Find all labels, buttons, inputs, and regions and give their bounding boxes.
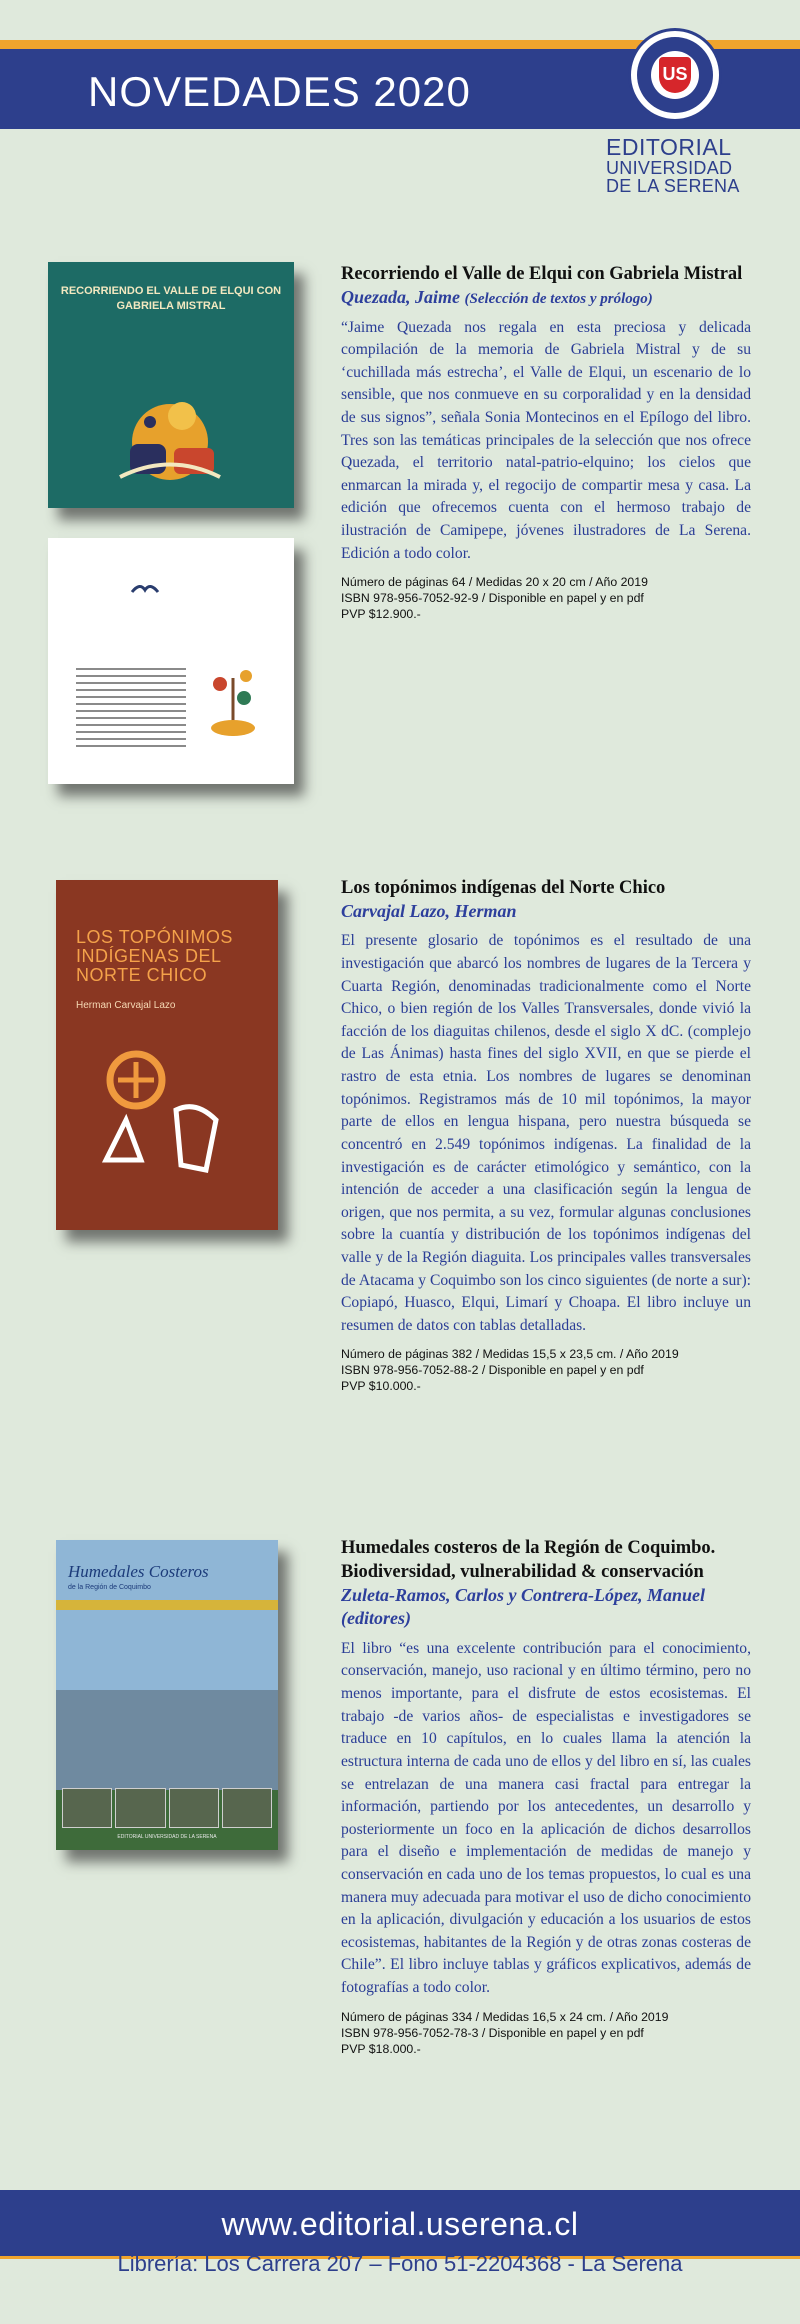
cover-subtitle: de la Región de Coquimbo xyxy=(68,1584,151,1591)
cover-title: RECORRIENDO EL VALLE DE ELQUI CON GABRIELA MISTRAL xyxy=(60,285,282,312)
website-link[interactable]: www.editorial.userena.cl xyxy=(221,2206,579,2242)
author-note: (Selección de textos y prólogo) xyxy=(464,291,653,308)
book-entry xyxy=(341,1536,751,2058)
book-meta xyxy=(341,575,751,623)
book-entry xyxy=(341,262,751,623)
book-pages-size-year: Número de páginas 64 / Medidas 20 x 20 cm / Año 2019 xyxy=(341,575,648,590)
book-author xyxy=(341,286,751,310)
book-entry xyxy=(341,876,751,1395)
brand-line-2: UNIVERSIDAD xyxy=(606,158,733,178)
book-title: Los topónimos indígenas del Norte Chico xyxy=(341,878,666,898)
cover-photo xyxy=(56,1690,278,1790)
book-cover-toponimos[interactable] xyxy=(56,880,278,1230)
cover-photo-strip xyxy=(62,1788,272,1828)
book-price: PVP $10.000.- xyxy=(341,1379,421,1394)
publisher-logo[interactable] xyxy=(606,136,766,195)
book-description: El presente glosario de topónimos es el resultado de una investigación que abarcó los nombres de lugares de la Tercera y Cuarta Región, denominadas tradicionalmente como el Norte Chico, o bien región de los Valles Transversales, donde vivió la facción de los diaguitas chilenos, desde el siglo X dC. (complejo de Las Ánimas) hasta fines del siglo XVII, en que se pierde el rastro de esta etnia. Los nombres de lugares se denominan topónimos. Registramos más de 10 mil topónimos, la mayor parte de ellos en lengua hispana, pero nuestra búsqueda se concentró en 2.549 topónimos indígenas. La finalidad de la investigación es de carácter etimológico y semántico, con la intención de acceder a una clasificación según la lengua de origen, que nos permita, a su vez, formular algunas conclusiones sobre la cuantía y distribución de los topónimos indígenas del valle y de la Región diaguita. Los principales valles transversales de Atacama y Coquimbo son los cinco siguientes (de norte a sur): Copiapó, Huasco, Elqui, Limarí y Choapa. El libro incluye un resumen de datos con tablas detalladas. xyxy=(341,932,751,1334)
book-description: El libro “es una excelente contribución para el conocimiento, conservación, manejo, uso racional y en último término, pero no menos importante, para el disfrute de estos ecosistemas. El trabajo -de varios años- de especialistas e investigadores se traduce en 10 capítulos, en lo cuales llama la atención la estructura interna de cada uno de ellos y del libro en sí, las cuales se entrelazan de una manera casi fractal para entregar la información, partiendo por los antecedentes, un desarrollo y posteriormente un foco en la aplicación de dichos desarrollos para el diseño e implementación de medidas de manejo y conservación en cada uno de los temas propuestos, lo cual es una manera muy adecuada para motivar el uso de dicho conocimiento en la aplicación, divulgación y educación a los usuarios de estos ecosistemas, habitantes de la Región y de otras zonas costeras de Chile”. El libro incluye tablas y gráficos explicativos, además de fotografías a todo color. xyxy=(341,1639,751,1997)
book-author: Carvajal Lazo, Herman xyxy=(341,901,517,922)
cover-author: Herman Carvajal Lazo xyxy=(76,1000,176,1011)
book-price: PVP $18.000.- xyxy=(341,2041,421,2056)
book-cover-humedales[interactable] xyxy=(56,1540,278,1850)
book-title: Recorriendo el Valle de Elqui con Gabriela Mistral xyxy=(341,264,743,284)
book-isbn: ISBN 978-956-7052-88-2 / Disponible en papel y en pdf xyxy=(341,1363,644,1378)
shield-icon: US xyxy=(659,57,691,93)
bird-icon xyxy=(130,582,160,603)
book-cover-elqui[interactable] xyxy=(48,262,294,508)
page-title: NOVEDADES 2020 xyxy=(88,68,471,115)
brand-line-3: DE LA SERENA xyxy=(606,176,740,196)
brand-line-1: EDITORIAL xyxy=(606,134,732,160)
university-seal-icon xyxy=(628,28,722,122)
cover-band xyxy=(56,1600,278,1610)
cover-title: LOS TOPÓNIMOS INDÍGENAS DEL NORTE CHICO xyxy=(76,927,233,985)
book-author: Zuleta-Ramos, Carlos y Contrera-López, Manuel (editores) xyxy=(341,1585,706,1629)
author-name: Quezada, Jaime xyxy=(341,287,460,308)
sample-text-lines xyxy=(76,668,186,752)
book-meta xyxy=(341,2010,751,2058)
book-sample-page[interactable] xyxy=(48,538,294,784)
bookstore-address: Librería: Los Carrera 207 – Fono 51-2204368 - La Serena xyxy=(117,2251,683,2276)
book-title: Humedales costeros de la Región de Coquimbo. Biodiversidad, vulnerabilidad & conservación xyxy=(341,1538,716,1583)
book-description: “Jaime Quezada nos regala en esta preciosa y delicada compilación de la memoria de Gabriela Mistral y de su ‘cuchillada más estrecha’, el Valle de Elqui, un escenario de lo sensible, que nos conmueve en su corporalidad y en la densidad de sus signos”, señala Sonia Montecinos en el Epílogo del libro. Tres son las temáticas principales de la selección que nos ofrece Quezada, el territorio natal-patrio-elquino; los cielos que enmarcan la mirada y, el regocijo de compartir mesa y casa. La edición que ofrecemos cuenta con el hermoso trabajo de ilustración de Camipepe, jóvenes ilustradores de La Serena. Edición a todo color. xyxy=(341,318,751,562)
book-pages-size-year: Número de páginas 382 / Medidas 15,5 x 23,5 cm. / Año 2019 xyxy=(341,1347,679,1362)
petroglyph-icon xyxy=(86,1040,246,1185)
book-isbn: ISBN 978-956-7052-92-9 / Disponible en papel y en pdf xyxy=(341,591,644,606)
book-pages-size-year: Número de páginas 334 / Medidas 16,5 x 24 cm. / Año 2019 xyxy=(341,2009,669,2024)
cover-title: Humedales Costeros xyxy=(68,1562,209,1581)
cover-footer: EDITORIAL UNIVERSIDAD DE LA SERENA xyxy=(117,1834,217,1840)
book-price: PVP $12.900.- xyxy=(341,607,421,622)
book-meta xyxy=(341,1347,751,1395)
plant-illustration-icon xyxy=(198,658,268,743)
illustration-icon xyxy=(110,382,230,497)
book-isbn: ISBN 978-956-7052-78-3 / Disponible en papel y en pdf xyxy=(341,2025,644,2040)
